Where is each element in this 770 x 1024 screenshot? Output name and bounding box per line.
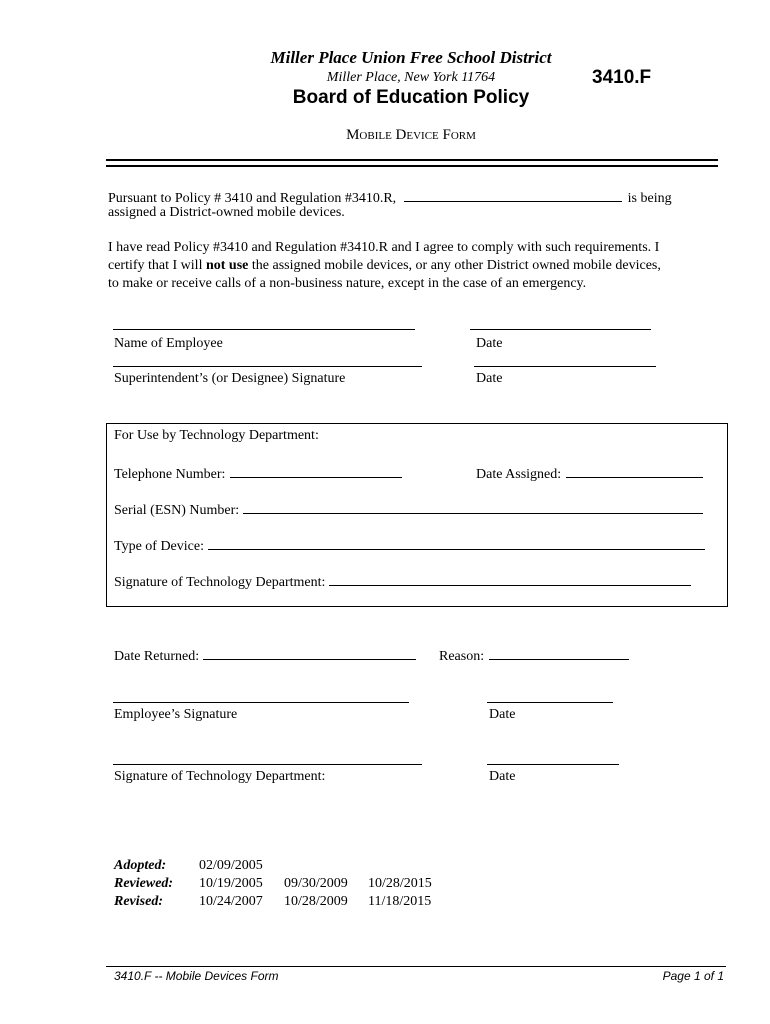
date-assigned-label: Date Assigned: <box>476 467 562 482</box>
revised-date: 10/24/2007 <box>199 894 263 909</box>
tech-box-title: For Use by Technology Department: <box>114 428 319 443</box>
tech-signature-blank[interactable] <box>329 571 691 586</box>
reason-label: Reason: <box>439 649 485 664</box>
return-tech-signature-label: Signature of Technology Department: <box>114 769 326 784</box>
agree-line-2-pre: certify that I will <box>108 258 206 273</box>
return-tech-date-line[interactable] <box>487 764 619 765</box>
serial-number-label: Serial (ESN) Number: <box>114 503 240 518</box>
footer-form-name: 3410.F -- Mobile Devices Form <box>114 969 279 983</box>
adopted-label: Adopted: <box>114 858 167 873</box>
policy-title: Board of Education Policy <box>292 87 530 108</box>
telephone-number-label: Telephone Number: <box>114 467 226 482</box>
serial-number-field[interactable] <box>114 499 703 519</box>
superintendent-date-label: Date <box>476 371 503 386</box>
not-use-emphasis: not use <box>205 258 249 273</box>
date-assigned-field[interactable] <box>476 463 703 483</box>
footer-page-number: Page 1 of 1 <box>662 969 724 983</box>
employee-date-line[interactable] <box>470 329 651 330</box>
intro-line-1-start: Pursuant to Policy # 3410 and Regulation #3410.R, <box>108 191 397 206</box>
reviewed-date: 09/30/2009 <box>284 876 348 891</box>
reviewed-label: Reviewed: <box>114 876 174 891</box>
device-type-field[interactable] <box>114 535 705 555</box>
policy-number: 3410.F <box>592 67 652 88</box>
superintendent-date-line[interactable] <box>474 366 656 367</box>
date-assigned-blank[interactable] <box>566 463 703 478</box>
employee-name-line[interactable] <box>113 329 415 330</box>
revised-date: 10/28/2009 <box>284 894 348 909</box>
device-type-blank[interactable] <box>208 535 705 550</box>
reason-field[interactable] <box>439 645 629 665</box>
employee-name-label: Name of Employee <box>114 336 223 351</box>
device-type-label: Type of Device: <box>114 539 204 554</box>
telephone-number-blank[interactable] <box>230 463 402 478</box>
intro-line-2: assigned a District-owned mobile devices. <box>108 205 345 220</box>
district-name: Miller Place Union Free School District <box>270 48 552 67</box>
telephone-number-field[interactable] <box>114 463 402 483</box>
tech-signature-label: Signature of Technology Department: <box>114 575 326 590</box>
tech-signature-field[interactable] <box>114 571 691 591</box>
employee-signature-line[interactable] <box>113 702 409 703</box>
agree-line-3: to make or receive calls of a non-business nature, except in the case of an emergency. <box>108 276 587 291</box>
intro-line-1-end: is being <box>627 191 672 206</box>
return-tech-signature-line[interactable] <box>113 764 422 765</box>
agree-line-1: I have read Policy #3410 and Regulation #3410.R and I agree to comply with such requirements. I <box>108 240 660 255</box>
employee-signature-label: Employee’s Signature <box>114 707 238 722</box>
revised-label: Revised: <box>114 894 163 909</box>
intro-line-1 <box>108 187 719 207</box>
reviewed-date: 10/28/2015 <box>368 876 432 891</box>
header-rule-bottom <box>106 165 718 167</box>
adopted-date: 02/09/2005 <box>199 858 263 873</box>
agree-line-2 <box>108 258 661 274</box>
employee-signature-date-label: Date <box>489 707 516 722</box>
employee-name-blank[interactable] <box>404 187 622 202</box>
reason-blank[interactable] <box>489 645 629 660</box>
employee-signature-date-line[interactable] <box>487 702 613 703</box>
revised-date: 11/18/2015 <box>368 894 432 909</box>
agree-line-2-post: the assigned mobile devices, or any other District owned mobile devices, <box>248 258 661 273</box>
date-returned-label: Date Returned: <box>114 649 200 664</box>
serial-number-blank[interactable] <box>243 499 703 514</box>
date-returned-blank[interactable] <box>203 645 416 660</box>
return-tech-date-label: Date <box>489 769 516 784</box>
header-rule-top <box>106 159 718 161</box>
date-returned-field[interactable] <box>114 645 416 665</box>
superintendent-signature-line[interactable] <box>113 366 422 367</box>
district-address: Miller Place, New York 11764 <box>326 70 496 85</box>
footer-rule <box>106 966 726 967</box>
form-title: Mobile Device Form <box>346 127 476 143</box>
superintendent-label: Superintendent’s (or Designee) Signature <box>114 371 346 386</box>
employee-date-label: Date <box>476 336 503 351</box>
reviewed-date: 10/19/2005 <box>199 876 263 891</box>
